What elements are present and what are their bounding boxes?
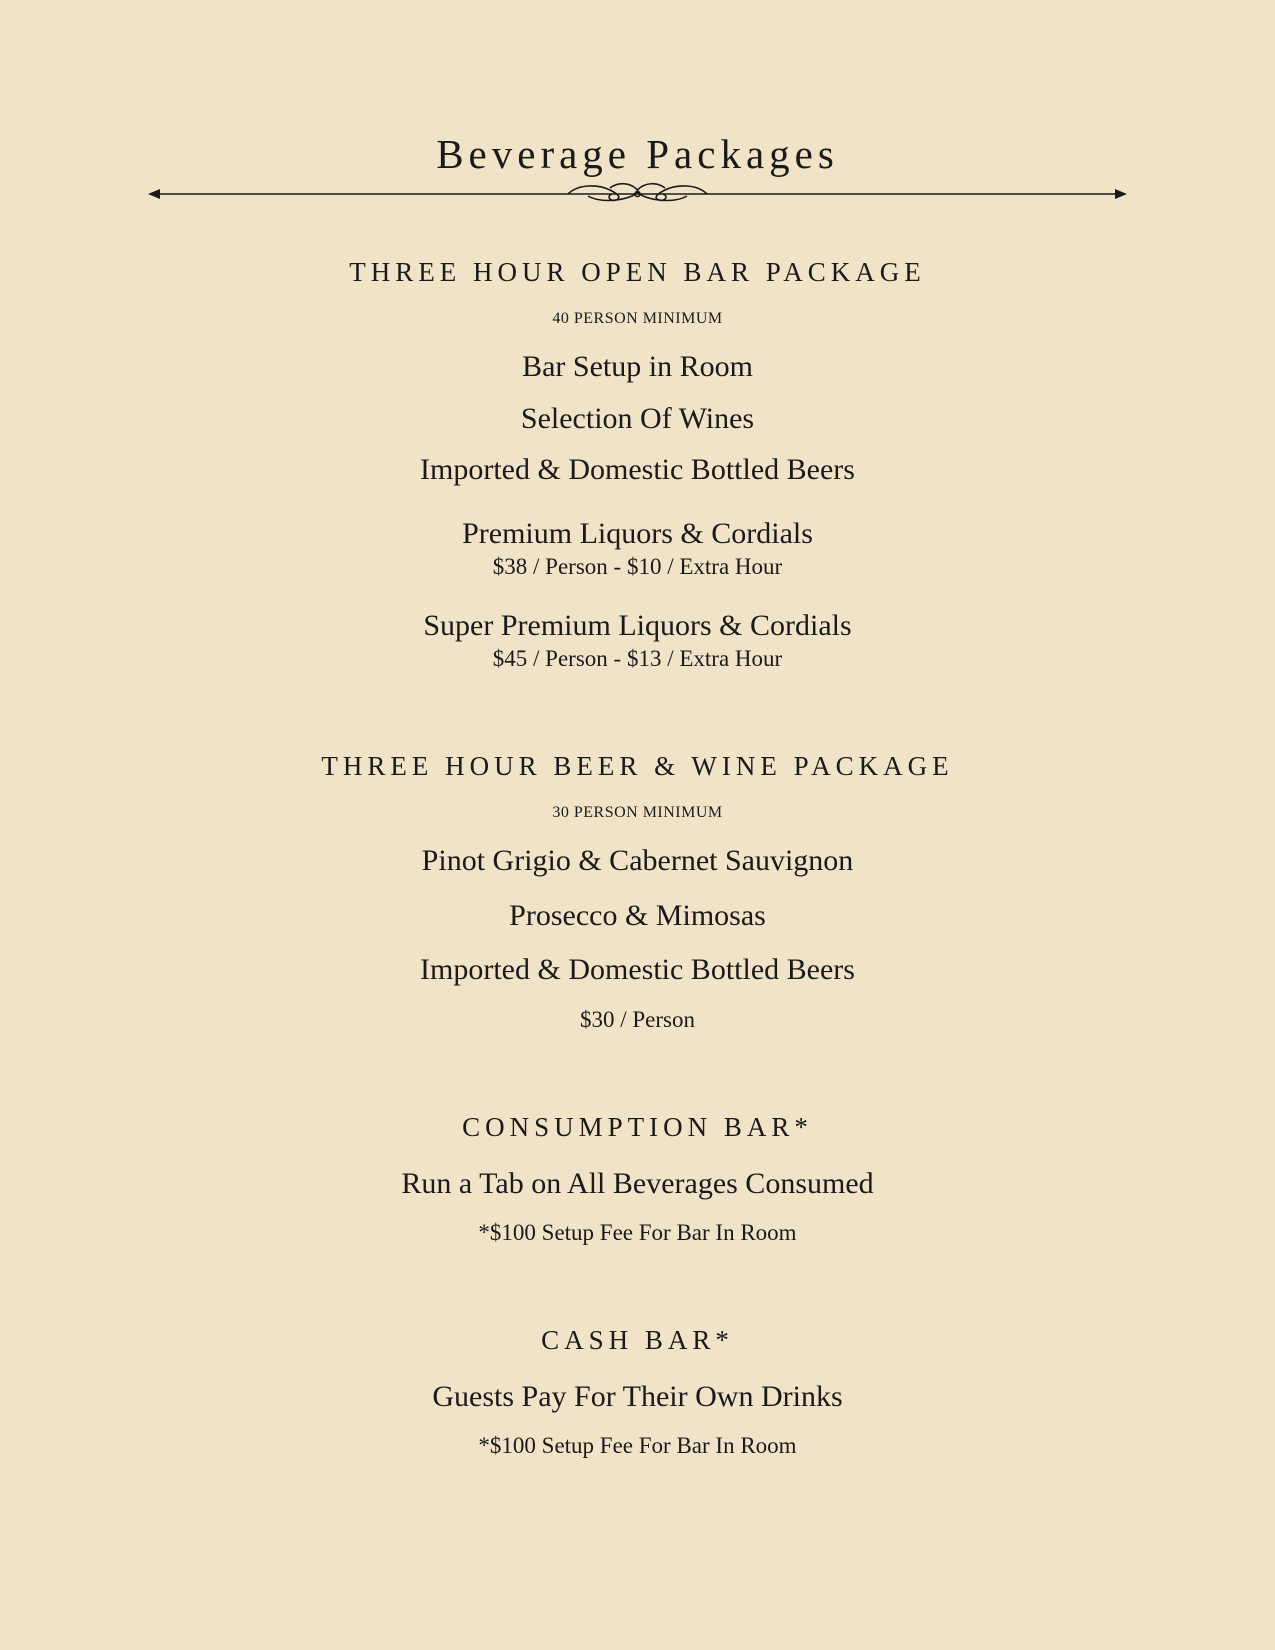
beer-wine-price: $30 / Person: [580, 1007, 695, 1032]
open-bar-item-setup: Bar Setup in Room: [522, 350, 753, 383]
beer-wine-heading: THREE HOUR BEER & WINE PACKAGE: [321, 751, 954, 781]
consumption-bar-fee: *$100 Setup Fee For Bar In Room: [478, 1220, 797, 1245]
cash-bar-heading: CASH BAR*: [541, 1325, 734, 1355]
super-premium-tier-price: $45 / Person - $13 / Extra Hour: [492, 646, 783, 671]
premium-tier-name: Premium Liquors & Cordials: [462, 517, 813, 550]
consumption-bar-description: Run a Tab on All Beverages Consumed: [401, 1167, 874, 1200]
cash-bar-fee: *$100 Setup Fee For Bar In Room: [478, 1433, 797, 1458]
beer-wine-item-beers: Imported & Domestic Bottled Beers: [420, 953, 855, 986]
open-bar-heading: THREE HOUR OPEN BAR PACKAGE: [349, 257, 926, 287]
open-bar-item-wines: Selection Of Wines: [520, 402, 755, 435]
open-bar-minimum: 40 PERSON MINIMUM: [552, 310, 723, 327]
page-title: Beverage Packages: [436, 131, 839, 177]
cash-bar-description: Guests Pay For Their Own Drinks: [432, 1380, 843, 1413]
beer-wine-item-prosecco: Prosecco & Mimosas: [509, 899, 766, 932]
open-bar-item-beers: Imported & Domestic Bottled Beers: [420, 453, 855, 486]
premium-tier-price: $38 / Person - $10 / Extra Hour: [492, 554, 783, 579]
beer-wine-item-wines: Pinot Grigio & Cabernet Sauvignon: [421, 844, 854, 877]
ornamental-scroll-divider-icon: [148, 182, 1127, 206]
super-premium-tier-name: Super Premium Liquors & Cordials: [423, 609, 852, 642]
consumption-bar-heading: CONSUMPTION BAR*: [462, 1112, 813, 1142]
beer-wine-minimum: 30 PERSON MINIMUM: [552, 804, 723, 821]
